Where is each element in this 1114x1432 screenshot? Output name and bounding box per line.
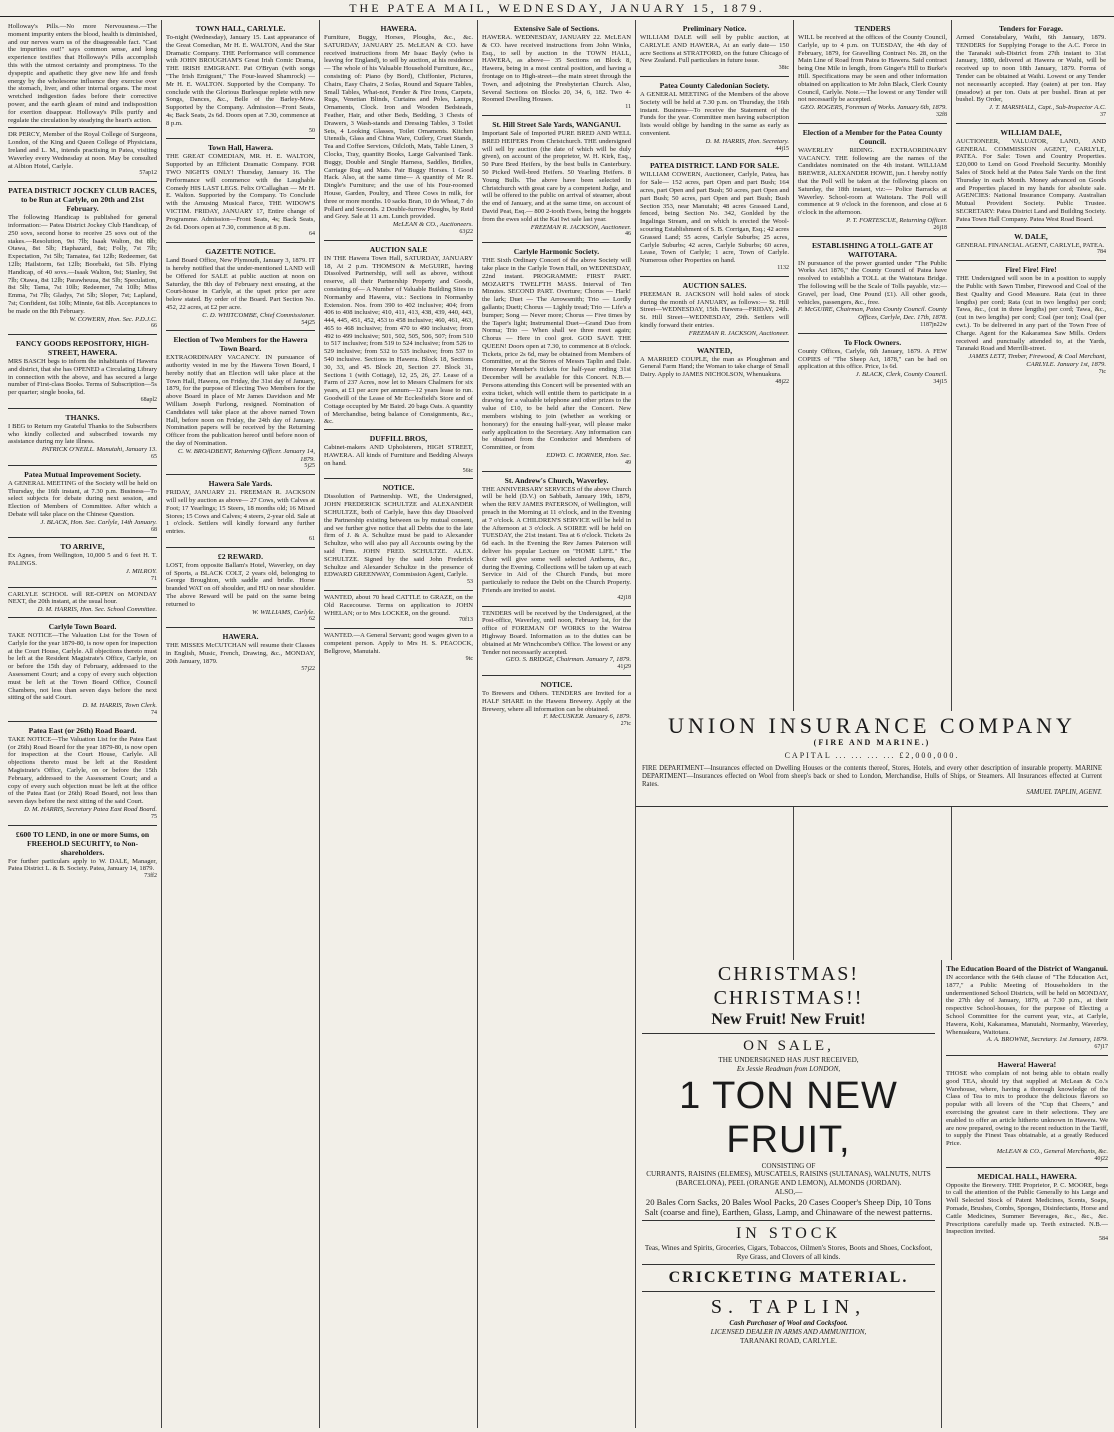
advertisement-signature: J. T. MARSHALL, Capt., Sub-Inspector A.C. [989, 104, 1106, 112]
advertisement [640, 342, 789, 390]
advertisement-heading: WILLIAM DALE, [1000, 127, 1062, 137]
advertisement-heading: £2 REWARD. [217, 551, 264, 561]
advertisement [166, 20, 315, 139]
advertisement [8, 20, 157, 128]
advertisement-signature: P. T. FORTESCUE, Returning Officer. [846, 216, 947, 224]
divider [642, 1033, 935, 1034]
advertisement [798, 124, 947, 237]
advertisement [166, 475, 315, 548]
advertisement-heading: FANCY GOODS REPOSITORY, HIGH-STREET, HAWERA. [15, 339, 150, 358]
xmas-onsale: ON SALE, [743, 1038, 834, 1054]
advertisement-body: The following Handicap is published for general information:— Patea District Jockey Club Handicap, of 250 sovs, second horse to receive 25 sovs out of the stakes.—Resolution, 9st 7lb; Isaak Walton, 8st 8lb; Otawa, 8st 5lb; Haphazard, 8st; Folly, 7st 7lb; Expectation, 7st 5lb; Tamatea, 6st 12lb; Redeemer, 6st 12lb; Hailstorm, 6st 12lb; Boorbaki, 6st 5lb. Flying Handicap, of 40 sovs.—Isaak Walton, 9st; Stanley, 9st 7lb; Otawa, 8st 12lb; Parawheuua, 8st 5lb; Speculation, 8st 5lb; Tama, 7st 10lb; Redeemer, 7st 10lb; Miss Emma, 7st 7lb; Gladys, 7st 5lb; Sloper, 7st; Lapland, 7st; Confident, 6st 10lb; Minnie, 6st 8lb. Acceptances to be made on the 8th February. [8, 214, 157, 315]
advertisement-reference: 42j18 [617, 594, 631, 601]
xmas-fruit: New Fruit! New Fruit! [711, 1011, 866, 1028]
advertisement-body: WAVERLEY RIDING. EXTRAORDINARY VACANCY. THE following are the names of the Candidates nominated on the 4th instant. WILLIAM BREWER, ALEXANDER HOWIE, jun. I hereby notify that the Poll will be taken at the following places on Saturday, the 18th instant, viz:— Police Barracks at Waverley. School-room at Waitotara. The Poll will commence at 9 o'clock in the forenoon, and close at 6 o'clock in the afternoon. [798, 146, 947, 217]
advertisement-heading: TOWN HALL, CARLYLE. [195, 24, 286, 33]
advertisement [324, 591, 473, 629]
advertisement-reference: 5j25 [304, 463, 315, 470]
advertisement-heading: NOTICE. [540, 679, 573, 689]
column-1 [4, 20, 162, 1428]
advertisement-heading: PATEA DISTRICT JOCKEY CLUB RACES, to be Run at Carlyle, on 20th and 21st February. [8, 186, 157, 214]
advertisement-reference: 7tc [1098, 368, 1106, 375]
advertisement [956, 124, 1106, 228]
advertisement [324, 629, 473, 666]
advertisement-body: WANTED.—A General Servant; good wages given to a competent person. Apply to Mrs H. S. PEACOCK, Bellgrove, Manutahi. [324, 632, 473, 655]
advertisement-reference: 40j22 [1094, 1155, 1108, 1162]
advertisement-body: IN accordance with the 64th clause of "The Education Act, 1877," a Public Meeting of Householders in the undermentioned School Districts, will be held on MONDAY, the 27th day of January, 1879, at 7.30 p.m., at their respective School-houses, for the purpose of Electing a School Committee for the current year, viz., at Carlyle, Hawera, Kohi, Kakaramea, Manutahi, Normanby, Waverley, Whenuakura, Waitotara. [946, 974, 1108, 1036]
xmas-road: TARANAKI ROAD, CARLYLE. [740, 1336, 837, 1345]
advertisement-reference: 1187jn22w [920, 321, 947, 328]
advertisement-heading: Tenders for Forage. [999, 24, 1063, 33]
advertisement-body: County Offices, Carlyle, 6th January, 1879. A FEW COPIES of "The Sheep Act, 1878," can be had on application at this office. Price, 1s 6d. [798, 347, 947, 371]
advertisement-signature: D. M. HARRIS, Secretary Patea East Road Board. [23, 805, 157, 813]
advertisement-heading: Election of Two Members for the Hawera Town Board. [173, 335, 308, 354]
advertisement-reference: 53 [467, 579, 473, 586]
advertisement [166, 243, 315, 331]
advertisement-body: EXTRAORDINARY VACANCY. IN pursuance of authority vested in me by the Hawera Town Board, I hereby notify that an Election will take place at the Town Hall, Hawera, on Friday, the 31st day of January, 1879, for the purpose of Electing Two Members for the above Board in place of Mr James Davidson and Mr William Joseph Furlong, resigned. Nomination of Candidates will take place at the above named Town Hall, before noon on Friday, the 24th day of January. Nomination papers will be received by the Returning Officer from the publication hereof until before noon of the day of Nomination. [166, 354, 315, 448]
advertisement-body: A GENERAL MEETING of the Society will be held on Thursday, the 16th instant, at 7.30 p.m. Business—To select subjects for debate during next session, and Election of Members of Committee. After which a Debate will take place on the Chinese Question. [8, 479, 157, 519]
advertisement-reference: 56tc [462, 467, 473, 474]
advertisement [8, 618, 157, 722]
advertisement-body: Ex Agnes, from Wellington, 10,000 5 and 6 feet H. T. PALINGS. [8, 552, 157, 568]
advertisement-body: Opposite the Brewery. THE Proprietor, P. C. MOORE, begs to call the attention of the Public Generally to his Large and Well Selected Stock of Patent Medicines, Scents, Soaps, Pomade, Brushes, Combs, Sponges, Disinfectants, Horse and Cattle Medicines, Summer Beverages, &c., &c., &c. Prescriptions carefully made up. Teeth extracted. N.B.—Inspection invited. [946, 1181, 1108, 1236]
advertisement-reference: 27tc [620, 721, 631, 728]
advertisement-signature: McLEAN & CO., General Merchants, &c. [996, 1147, 1108, 1155]
masthead: THE PATEA MAIL, WEDNESDAY, JANUARY 15, 1879. [0, 0, 1114, 17]
advertisement-signature: PATRICK O'NEILL. Manutahi, January 13. [41, 446, 157, 454]
advertisement-reference: 784 [1097, 249, 1106, 256]
advertisement [8, 722, 157, 826]
advertisement-body: FRIDAY, JANUARY 21. FREEMAN R. JACKSON will sell by auction as above— 27 Cows, with Calves at Foot; 17 Yearlings; 15 Steers, 18 months old; 16 Mixed Stores; 15 Cows and Calves; 4 steers, 2-year old. Sale at 1 o'clock. Settlers will kindly forward any further entries. [166, 489, 315, 536]
advertisement-heading: Fire! Fire! Fire! [1005, 265, 1057, 275]
advertisement [956, 228, 1106, 262]
advertisement-reference: 26j18 [933, 224, 947, 231]
advertisement-signature: C. D. WHITCOMBE, Chief Commissioner. [202, 311, 315, 319]
union-title: UNION INSURANCE COMPANY [668, 713, 1076, 738]
christmas-fruit-advert [636, 960, 942, 1428]
advertisement-body: THE GREAT COMEDIAN, MR. H. E. WALTON, Supported by an Efficient Dramatic Company. FOR TWO NIGHTS ONLY! Thursday, January 16. The Performance will commence with the Laughable Comedy HIS LAST LEGS. Felix O'Callaghan — Mr H. E. Walton. Supported by the Company. To Conclude with the Amusing Musical Farce, THE WIDOW'S VICTIM. FRIDAY, JANUARY 17, Entire change of Programme. Admission—Front Seats, 4s; Back Seats, 2s 6d. Doors open at 7.30, commence at 8 p.m. [166, 153, 315, 231]
advertisement-body: I BEG to Return my Grateful Thanks to the Subscribers who kindly collected and subscribed towards my assistance during my late illness. [8, 422, 157, 446]
advertisement-heading: Patea County Caledonian Society. [659, 80, 770, 90]
xmas-purchaser: Cash Purchaser of Wool and Cocksfoot. [729, 1319, 848, 1328]
advertisement-reference: 34j15 [933, 378, 947, 385]
union-capital: CAPITAL ... ... ... ... £2,000,000. [784, 751, 960, 760]
advertisement-heading: W. DALE, [1014, 231, 1048, 241]
advertisement-heading: NOTICE. [382, 483, 415, 493]
advertisement-body: IN THE Hawera Town Hall, SATURDAY, JANUARY 18, At 2 p.m. THOMSON & McGUIRE, having Dissolved Partnership, will sell as above, without reserve, all their Partnership Property and Goods, consisting of— A Number of Valuable Building Sites in Normanby and Hawera, viz.: Sections in Normanby Extension. Nos. from 390 to 402 inclusive; 404; from 406 to 408 inclusive; 410, 411, 413, 438, 439, 440, 443, 444, 445, 451, 452, 453 to 458 inclusive; 460, 461, 463, 465 to 468 inclusive; from 470 to 490 inclusive; from 492 to 499 inclusive; 501, 502, 505, 506, 507; from 510 to 517 inclusive; from 519 to 524 inclusive; from 526 to 529 inclusive; from 532 to 535 inclusive; from 537 to 540 inclusive. Sections in Hawera. Block 18, Sections 30, 33, and 45. Block 20, Section 27. Block 31, Sections 1 (with Cottage), 12, 25, 26, 27. Lease of a Farm of 237 Acres, now let to Messrs Chalmers for six years, at £1 per acre per annum—12 years lease to run. Goodwill of the Lease of Mr Ecclesfield's Store and of Cottage occupied by Mr Baird. 20 bags Oats. A quantity of Merchandise, being balance of Consignments, &c., &c. [324, 254, 473, 426]
advertisement [946, 1056, 1108, 1168]
advertisement [640, 77, 789, 157]
advertisement [8, 182, 157, 335]
advertisement [798, 334, 947, 390]
divider [642, 1264, 935, 1265]
advertisement-body: Important Sale of Imported PURE BRED AND WELL BRED HEIFERS From Christchurch. THE undersigned will sell by auction (the date of which will be duly given), on account of the proprietor, W. H. Kirk, Esq., 50 Pure Bred Heifers, by the best bulls in Canterbury. 50 Picked Well-bred Heifers. 50 Yearling Heifers. 8 Young Bulls. The above have been selected in Christchurch with great care by a competent Judge, and will be offered to the public on arrival of steamer, about the end of January, and at the same time, on account of David Peat, Esq.— 800 2-tooth Ewes, being the hoggets from the ewes sold at the Kai Iwi sale last year. [482, 129, 631, 223]
advertisement-signature: A. A. BROWNE, Secretary. 1st January, 1879. [986, 1036, 1108, 1044]
column-4 [478, 20, 636, 1428]
xmas-ex: Ex Jessie Readman from LONDON, [736, 1064, 841, 1073]
advertisement [640, 20, 789, 77]
advertisement-heading: MEDICAL HALL, HAWERA. [977, 1171, 1077, 1181]
advertisement [798, 237, 947, 334]
advertisement-signature: C. W. BROADBENT, Returning Officer. January 14, 1879. [177, 447, 315, 463]
xmas-stock-items: Teas, Wines and Spirits, Groceries, Cigars, Tobaccos, Oilmen's Stores, Boots and Shoes, Cocksfoot, Rye Grass, and Clovers of all kinds. [644, 1243, 933, 1261]
advertisement-heading: St. Andrew's Church, Waverley. [504, 475, 609, 485]
advertisement [956, 261, 1106, 379]
xmas-name: S. TAPLIN, [710, 1296, 867, 1319]
advertisement-body: TENDERS will be received by the Undersigned, at the Post-office, Waverley, until noon, February 1st, for the office of FOREMAN OF WORKS to the Wairoa Highway Board. Information as to the duties can be obtained at Mr Winchcombe's Office. The lowest or any Tender not necessarily accepted. [482, 609, 631, 656]
advertisement-heading: TENDERS [854, 24, 891, 33]
advertisement-body: FREEMAN R. JACKSON will hold sales of stock during the month of JANUARY, as follows:— St. Hill Street—WEDNESDAY, 15th. Hawera—FRIDAY, 24th. St. Hill Street—WEDNESDAY, 29th. Settlers will kindly forward their entries. [640, 290, 789, 329]
advertisement-body: WILL be received at the offices of the County Council, Carlyle, up to 4 p.m. on TUESDAY, the 4th day of February, 1879, for Gravelling Contract No. 28, on the Main Line of Road from Patea to Hawera. Said contract being One Mile in length, from Ginger's Hill to Burke's Hill. Specifications may be seen and other information obtained on application to Mr John Black, Clerk County Council, Carlyle. Note.—The lowest or any Tender will not necessarily be accepted. [798, 34, 947, 104]
advertisement-heading: Patea East (or 26th) Road Board. [28, 725, 137, 735]
advertisement-reference: 57ap12 [139, 170, 157, 177]
advertisement-reference: 49 [625, 459, 631, 466]
advertisement-reference: 54j25 [301, 319, 315, 326]
advertisement [482, 472, 631, 607]
advertisement-body: Armed Constabulary, Waihi, 6th January, 1879. TENDERS for Supplying Forage to the A.C. Force in the Taranaki sub-District from 27th instant to 31st January, 1880, delivered at Hawera or Waihi, will be received up to noon 18th January, 1879. Forms of Tender can be obtained at Waihi. Lowest or any Tender not necessarily accepted. Hay (oaten) at per ton. Hay (meadow) at per ton. Oats at per bushel. Bran at per bushel. By Order, [956, 34, 1106, 104]
advertisement [956, 20, 1106, 124]
advertisement [640, 157, 789, 276]
advertisement-reference: 68 [151, 526, 157, 533]
advertisement-body: DR PERCY, Member of the Royal College of Surgeons, London, of the King and Queen College of Physicians, Ireland and L. M., intends practising in Patea, visiting Waverley every Wednesday at noon. May be consulted at Albion Hotel, Carlyle. [8, 131, 157, 170]
advertisement-reference: 584 [1099, 1236, 1108, 1243]
advertisement-signature: McLEAN & CO., Auctioneers. [392, 221, 473, 229]
advertisement-signature: F. McGUIRE, Chairman, Patea County Council. County Offices, Carlyle, Dec. 17th, 1878. [798, 306, 947, 322]
xmas-bales: 20 Bales Corn Sacks, 20 Bales Wool Packs, 20 Cases Cooper's Sheep Dip, 10 Tons Salt (coarse and fine), Earthen, Glass, Lamp, and Chinaware of the newest patterns. [644, 1196, 933, 1217]
advertisement-reference: 73ff2 [144, 873, 157, 880]
advertisement-heading: GAZETTE NOTICE. [205, 247, 276, 257]
advertisement [482, 243, 631, 472]
advertisement-reference: 74 [151, 709, 157, 716]
advertisement-signature: D. M. HARRIS, Hon. Secretary. [705, 137, 789, 145]
advertisement [166, 139, 315, 243]
advertisement-reference: 70f13 [459, 617, 473, 624]
advertisement-body: WILLIAM COWERN, Auctioneer, Carlyle, Patea, has for Sale— 152 acres, part Open and part Bush; 164 acres, part Open and part Bush; 50 acres, part Open and part Bush; 50 acres, part Open and part Bush; Bush Section 353, near Manutahi; 48 acres Grassed Land, fenced, being Section No. 342, Gonlded by the Ingalinga Stream, and on which is erected the Wool-scouring Establishment of S. B. Corrigan, Esq.; 42 acres Grassed Land; 55 acres, Carlyle Suburbs; 25 acres, Carlyle Suburbs; 42 acres, Carlyle Suburbs; 60 acres, Lease, Town of Carlyle; 1 acre, Town of Carlyle. Numerous other Properties on hand. [640, 171, 789, 265]
advertisement-heading: AUCTION SALES. [682, 280, 747, 290]
advertisement [946, 960, 1108, 1056]
advertisement-heading: Preliminary Notice. [682, 24, 747, 33]
advertisement-signature: J. MILROY. [125, 568, 157, 576]
advertisement-heading: DUFFILL BROS, [369, 434, 428, 444]
advertisement-body: Cabinet-makers AND Upholsterers, HIGH STREET, HAWERA. All kinds of Furniture and Bedding Always on hand. [324, 444, 473, 467]
advertisement-body: THE Sixth Ordinary Concert of the above Society will take place in the Carlyle Town Hall, on WEDNESDAY, 22nd instant. PROGRAMME: FIRST PART. MOZART'S TWELFTH MASS. Interval of Ten Minutes. SECOND PART. Overture; Chorus — Hark! the lark; Duet — The Arrowsmith; Trio — Lordly gallants; Duett; Chorus — Lightly tread; Trio — Life's a bumper; Song — Never more; Chorus — Five times by the Taper's light; Instrumental Duet—Grand Duo from Norma; Trio — When shall we three meet again; Chorus — Here in cool grot. GOD SAVE THE QUEEN! Doors open at 7.30, to commence at 8 o'clock. Tickets, price 2s 6d, may be obtained from Members of Committee, or at the Stores of Messrs Taplin and Dale. Honorary Member's tickets for half-year ending 31st December will be available for this Concert. N.B.—Persons attending this Concert will be presented with an extra ticket, which will entitle them to participate in a drawing for a valuable telephone and other prizes to the value of £10, to be held after the Concert. New members wishing to join (whether as working or honorary) for the ensuing half-year, will please make early application to the Secretary. Any information can be obtained from the Conductor and Members of Committee, or from [482, 257, 631, 452]
xmas-licensed: LICENSED DEALER IN ARMS AND AMMUNITION, [710, 1328, 867, 1337]
xmas-title: CHRISTMAS! CHRISTMAS!! [713, 963, 864, 1009]
advertisement-body: For further particulars apply to W. DALE, Manager, Patea District L. & B. Society. Patea, January 14, 1879. [8, 857, 157, 873]
advertisement-heading: St. Hill Street Sale Yards, WANGANUI. [492, 119, 621, 129]
advertisement [8, 409, 157, 466]
xmas-ton: 1 TON NEW FRUIT, [679, 1074, 898, 1161]
advertisement-body: IN pursuance of the power granted under "The Public Works Act 1876," the County Council of Patea have resolved to establish a TOLL at the Waitotara Bridge. The following will be the Scale of Tolls payable, viz:— Gravel, per load, One Pound (£1). All other goods, vehicles, passengers, &c., free. [798, 259, 947, 306]
advertisement-body: AUCTIONEER, VALUATOR, LAND, AND GENERAL COMMISSION AGENT, CARLYLE, PATEA. For Sale: Town and Country Properties. £20,000 to Lend on Good Freehold Security. Monthly Sales of Stock held at the Patea Sale Yards on the first Thursday in each Month. Money advanced on Goods and Properties placed in my hands for absolute sale. AGENCIES: National Insurance Company. Australian Mutual Provident Society. Public Trustee. SECRETARY: Patea District Land and Building Society. Patea Town Hall Company. Patea West Road Board. [956, 137, 1106, 223]
advertisement-heading: Carlyle Harmonic Society. [513, 247, 600, 257]
advertisement [166, 331, 315, 475]
advertisement-heading: Extensive Sale of Sections. [513, 24, 600, 33]
advertisement-heading: TO ARRIVE, [60, 542, 105, 552]
advertisement [640, 277, 789, 342]
xmas-consisting: CONSISTING OF [761, 1161, 816, 1170]
advertisement-reference: 71 [151, 575, 157, 582]
advertisement-body: WILLIAM DALE will sell by public auction, at CARLYLE AND HAWERA, At an early date— 150 acre Sections at STRATFORD, on the future Chicago of New Zealand. Full particulars in future issue. [640, 34, 789, 65]
advertisement-signature: FREEMAN R. JACKSON, Auctioneer. [530, 223, 631, 231]
advertisement [166, 548, 315, 628]
advertisement [482, 607, 631, 676]
advertisement-heading: £600 TO LEND, in one or more Sums, on FREEHOLD SECURITY, to Non-shareholders. [15, 829, 150, 857]
advertisement [8, 588, 157, 618]
advertisement [324, 20, 473, 241]
advertisement-body: WANTED, about 70 head CATTLE to GRAZE, on the Old Racecourse. Terms on application to JOHN WHELAN; or to Mrs LOCKER, on the ground. [324, 594, 473, 617]
advertisement [8, 128, 157, 182]
advertisement-reference: 50 [309, 127, 315, 134]
xmas-also: ALSO,— [774, 1187, 803, 1196]
column-3 [320, 20, 478, 1428]
advertisement-reference: 48j22 [775, 378, 789, 385]
advertisement-heading: HAWERA. [380, 24, 417, 33]
advertisement-body: THOSE who complain of not being able to obtain really good TEA, should try that supplied at McLean & Co.'s Warehouse, where, having a thorough knowledge of the Class of Tea to mix to produce the delicious flavors so popular with all lovers of the "Cup that Cheers," and exercising the greatest care in their selections. They are enabled to offer an article hitherto unknown in Hawera. We are now prepared, owing to the recent reduction in the Tariff, to supply the Finest Teas obtainable, at a greatly Reduced Price. [946, 1069, 1108, 1148]
advertisement-reference: 75 [151, 813, 157, 820]
xmas-items: CURRANTS, RAISINS (ELEMES), MUSCATELS, RAISINS (SULTANAS), WALNUTS, NUTS (BARCELONA), PEEL (ORANGE AND LEMON), ALMONDS (JORDAN). [646, 1170, 931, 1188]
advertisement-body: THE MISSES McCUTCHAN will resume their Classes in English, Music, French, Drawing, &c., MONDAY, 20th January, 1879. [166, 642, 315, 665]
advertisement-body: To-night (Wednesday), January 15. Last appearance of the Great Comedian, Mr H. E. WALTON, And the Star Dramatic Company. THE Performance will commence with JOHN BROUGHAM'S Great Irish Comic Drama, THE IRISH EMIGRANT. Pat O'Bryan (with songs "The Irish Emigrant," The Four-leaved Shamrock) — Mr H. E. WALTON. Supported by the Company. To conclude with the Glorious Burlesque replete with new Songs, Dances, &c., Belle of the Barley-Mow. Supported by the Company. Admission—Front Seats, 4s; Back Seats, 2s 6d. Doors open at 7.30, commence at 8 p.m. [166, 34, 315, 127]
advertisement-body: LOST, from opposite Ballam's Hotel, Waverley, on day of Sports, a BLACK COLT, 2 years old, belonging to George Broughton, with saddle and bridle. Horse branded WAT on off shoulder, and HU on near shoulder. The above Reward will be paid on the same being returned to [166, 561, 315, 608]
divider [642, 1220, 935, 1221]
advertisement-body: Furniture, Buggy, Horses, Ploughs, &c., &c. SATURDAY, JANUARY 25. McLEAN & CO. have received instructions from Mr Isaac Bayly (who is leaving for England), to sell by auction, at his residence— The whole of his Valuable Household Furniture, &c., consisting of: Piano (by Bord), Chiffonier, Pictures, Chairs, Easy Chairs, 2 Sofas, Round and Square Tables, Small Tables, What-not, Fender & Fire Irons, Carpets, Rugs, Venetian Blinds, Curtains and Poles, Lamps, Ornaments, Clock. Iron and Wooden Bedsteads, Feather, Hair, and other Beds, Bedding, 3 Chests of Drawers, 3 Wash-stands and Dressing Tables, 3 Toilet Sets, 4 Looking Glasses, Toilet Ornaments. Kitchen Utensils, Glass and China Ware, Cutlery, Cruet Stands, Tea and Coffee Services, Oilcloth, Mats, Table Linen, 3 Clocks, Tray, quantity Books, Large Galvanised Tank. Buggy, Double and Single Harness, Saddles, Bridles, Carriage Rug and Mats. Pair Buggy Horses. 1 Good Hack. Also, at the same time— A quantity of Mr R. Dingle's Furniture; and the use of his Four-roomed House, Garden, Poultry, and Three Cows in milk, for three or more months. 10 sacks Bran, 10 do Wheat, 7 do Pollard and Seconds. 2 Double-furrow Ploughs, by Reid and Grey. Sale at 11 a.m. Lunch provided. [324, 34, 473, 221]
advertisement-signature: JAMES LETT, Timber, Firewood, & Coal Merchant, CARLYLE. January 1st, 1879. [968, 353, 1106, 368]
advertisement-reference: 63j22 [459, 228, 473, 235]
advertisement-heading: The Education Board of the District of Wanganui. [946, 964, 1108, 973]
advertisement-heading: Hawera Sale Yards. [208, 479, 273, 489]
advertisement-heading: Patea Mutual Improvement Society. [24, 469, 141, 479]
advertisement-signature: J. BLACK, Hon. Sec. Carlyle, 14th January. [40, 518, 157, 526]
advertisement-reference: 46 [625, 231, 631, 238]
advertisement-body: TAKE NOTICE—The Valuation List for the Patea East (or 26th) Road Board for the year 1879-80, is now open for inspection at the Court House, Carlyle. All objections thereto must be left at the Resident Magistrate's Office, Carlyle, on or before the 15th February, addressed to the Assessment Court; and a copy of every such objection must be left at the office of the Patea East (or 26th) Road Board, not less than seven days before the next sitting of the said Court. [8, 735, 157, 806]
advertisement-body: THE Undersigned will soon be in a position to supply the Public with Sawn Timber, Firewood and Coal of the Best Quality and Good Measure. Rata (cut in three lengths) per cord; Rata (cut in two lengths) per cord; Tawa, &c., (cut in three lengths) per cord; Tawa, &c., (cut in two lengths) per cord; Coal (per ton); Coal (per cwt.). To be delivered in any part of the Town Free of Charge. Agent for the Kakaramea Saw Mills. Orders received and punctually attended to, at the Yards, Taranaki Road and Merrilli-street. [956, 275, 1106, 353]
advertisement-reference: 32f8 [936, 111, 947, 118]
advertisement [324, 479, 473, 591]
advertisement [8, 466, 157, 539]
advertisement-heading: To Flock Owners. [843, 337, 902, 347]
advertisement-heading: Carlyle Town Board. [48, 622, 117, 632]
union-body: FIRE DEPARTMENT—Insurances effected on Dwelling Houses or the contents thereof, Stores, Hotels, and every other description of insurable property. MARINE DEPARTMENT—Insurances effected on Wool from sheep's back or shed to London, Merchandise, Hulls of Ships, or Steamers. All Insurances effected at Current Rates. [642, 765, 1102, 788]
advertisement-body: Holloway's Pills.—No more Nervousness.—The moment impurity enters the blood, health is diminished, and our nerves warn us of the disagreeable fact. "Cast the impurities out!" says common sense, and long experience testifies that Holloway's Pills accomplish this with the utmost certainty and promptness. To the dyspeptic and apathetic they give new life and fresh energy by the wholesome influence they exercise over the stomach, liver, and other internal organs. The most wretched indigestion fades before their corrective power, and the earth gleam of mind and indisposition for exertion disappear. Holloway's Pills purify and regulate the circulation by steadying the heart's action. [8, 23, 157, 124]
advertisement-reference: 64 [309, 231, 315, 238]
union-signature: SAMUEL TAPLIN, AGENT. [1026, 789, 1102, 796]
advertisement [324, 241, 473, 431]
advertisement [8, 335, 157, 409]
advertisement [324, 430, 473, 479]
advertisement-reference: 11 [625, 104, 631, 111]
advertisement-signature: D. M. HARRIS, Hon. Sec. School Committee. [37, 606, 157, 614]
union-insurance-advert [636, 711, 1108, 807]
advertisement-signature: W. COWERN, Hon. Sec. P.D.J.C. [69, 315, 157, 323]
advertisement-body: CARLYLE SCHOOL will RE-OPEN on MONDAY NEXT, the 20th instant, at the usual hour. [8, 590, 157, 606]
advertisement [798, 20, 947, 124]
advertisement-reference: 1132 [777, 264, 789, 271]
advertisement-signature: GEO. ROGERS, Foreman of Works. January 6th, 1879. [800, 104, 947, 112]
advertisement-reference: 66 [151, 323, 157, 330]
advertisement-reference: 37 [1100, 111, 1106, 118]
advertisement-heading: WANTED, [696, 345, 733, 355]
advertisement-body: TAKE NOTICE—The Valuation List for the Town of Carlyle for the year 1879-80, is now open for inspection at the Court House, Carlyle. All objections thereto must be left at the Resident Magistrate's Office, Carlyle, on or before the 15th day of February, addressed to the Assessment Court; and a copy of every such objection must be left at the Town Board Office, Council Chambers, not less than seven days before the next sitting of the said Court. [8, 632, 157, 702]
advertisement-body: Land Board Office, New Plymouth, January 3, 1879. IT is hereby notified that the under-mentioned LAND will be Offered for SALE at public auction at noon on Saturday, the 8th day of February next ensuing, at the Court-house in Carlyle, at the upset price per acre below stated. By order of the Board. Part Section No. 452, 22 acres, at £2 per acre. [166, 257, 315, 311]
advertisement-body: Dissolution of Partnership. WE, the Undersigned, JOHN FREDERICK SCHULTZE and ALEXANDER SCHULTZE, both of Carlyle, have this day Dissolved the Partnership existing between us by mutual consent, and we further give notice that all Debts due to the late firm of J. & A. Schultze must be paid to Alexander Schultze, who will also pay all Accounts owing by the said Firm. JOHN FRED. SCHULTZE. ALEX. SCHULTZE. Signed by the said John Frederick Schultze and Alexander Schultze in the presence of EDWARD GREENWAY, Commission Agent, Carlyle. [324, 493, 473, 579]
advertisement-body: HAWERA. WEDNESDAY, JANUARY 22. McLEAN & CO. have received instructions from John Winks, Esq., to sell by auction in the TOWN HALL, HAWERA, as above— 35 Sections on Block 8, Hawera, being in a most central position, and having a frontage on to High-street—the main street through the Town, and adjoining the Presbyterian Church. Also, Several Sections on Blocks 20, 34, 6, 182. Two 4-Roomed Dwelling Houses. [482, 34, 631, 104]
advertisement-reference: 68apl2 [140, 397, 157, 404]
advertisement-reference: 67j17 [1094, 1044, 1108, 1051]
advertisement-heading: Town Hall, Hawera. [207, 143, 274, 153]
advertisement-signature: J. BLACK, Clerk, County Council. [855, 371, 947, 379]
advertisement [482, 676, 631, 732]
advertisement [8, 826, 157, 884]
advertisement-signature: W. WILLIAMS, Carlyle. [252, 608, 315, 616]
advertisement-reference: 61 [309, 536, 315, 543]
xmas-received: THE UNDERSIGNED HAS JUST RECEIVED, [718, 1056, 859, 1064]
union-subtitle: (FIRE AND MARINE.) [813, 738, 931, 747]
advertisement [166, 628, 315, 676]
advertisement [482, 116, 631, 243]
advertisement-signature: FREEMAN R. JACKSON, Auctioneer. [688, 329, 789, 337]
advertisement-heading: PATEA DISTRICT. LAND FOR SALE. [649, 161, 780, 171]
advertisement-reference: 38tc [778, 65, 789, 72]
advertisement-signature: F. McCUSKER. January 6, 1879. [543, 713, 631, 721]
advertisement-reference: 57j22 [301, 665, 315, 672]
advertisement-heading: THANKS. [65, 412, 100, 422]
advertisement-body: A GENERAL MEETING of the Members of the above Society will be held at 7.30 p.m. on Thursday, the 16th instant. Business—To receive the Statement of the Funds for the year. Committee men having subscription lists would oblige by handing in the same as early as convenient. [640, 90, 789, 137]
advertisement-signature: GEO. S. BRIDGE, Chairman. January 7, 1879. [505, 656, 631, 664]
divider [642, 1291, 935, 1292]
advertisement [8, 538, 157, 587]
advertisement-heading: ESTABLISHING A TOLL-GATE AT WAITOTARA. [811, 240, 934, 259]
advertisement-signature: D. M. HARRIS, Town Clerk. [82, 702, 157, 710]
advertisement-heading: HAWERA. [222, 632, 259, 642]
advertisement-reference: 65 [151, 454, 157, 461]
xmas-cricket: CRICKETING MATERIAL. [668, 1269, 909, 1287]
advertisement [946, 1168, 1108, 1247]
advertisement-body: MRS BASCH begs to inform the inhabitants of Hawera and district, that she has OPENED a Circulating Library in connection with the above, and has secured a large number of First-class Books. Terms of Subscription—5s per quarter; single books, 6d. [8, 358, 157, 397]
advertisement-body: GENERAL FINANCIAL AGENT, CARLYLE, PATEA. [956, 241, 1105, 249]
advertisement-signature: EDWD. C. HORNER, Hon. Sec. [546, 452, 631, 460]
advertisement-body: A MARRIED COUPLE, the man as Ploughman and General Farm Hand; the Woman to take charge of Small Dairy. Apply to JAMES NICHOLSON, Whenuakura. [640, 355, 789, 379]
advertisement [482, 20, 631, 116]
advertisement-reference: 44j15 [775, 145, 789, 152]
advertisement-heading: Election of a Member for the Patea County Council. [802, 127, 943, 146]
right-lower-column [946, 960, 1108, 1428]
advertisement-reference: 62 [309, 616, 315, 623]
xmas-instock: IN STOCK [735, 1224, 842, 1242]
advertisement-reference: 41j29 [617, 664, 631, 671]
advertisement-heading: AUCTION SALE [369, 244, 428, 254]
advertisement-reference: 9tc [465, 655, 473, 662]
column-2 [162, 20, 320, 1428]
advertisement-heading: Hawera! Hawera! [997, 1059, 1057, 1069]
advertisement-body: THE ANNIVERSARY SERVICES of the above Church will be held (D.V.) on Sabbath, January 19th, 1879, when the REV JAMES PATERSON, of Wellington, will preach in the Morning at 11 o'clock, and in the Evening at 7 o'clock. A CHILDREN'S SERVICE will be held in the Afternoon at 3 o'clock. A SOIREE will be held on TUESDAY, the 21st instant. Tea at 6 o'clock. Tickets 2s 6d each. In the Evening the Rev James Paterson will deliver his popular Lecture on "HOME LIFE." The Choir will give some well selected Anthems, &c., during the Evening. Collections will be taken up at each Service in Aid of the Church Funds, but more particularly to reduce the Debt on the Church Property. Friends are invited to assist. [482, 485, 631, 594]
advertisement-body: To Brewers and Others. TENDERS are Invited for a HALF SHARE in the Hawera Brewery. Apply at the Brewery, where all information can be obtained. [482, 689, 631, 713]
